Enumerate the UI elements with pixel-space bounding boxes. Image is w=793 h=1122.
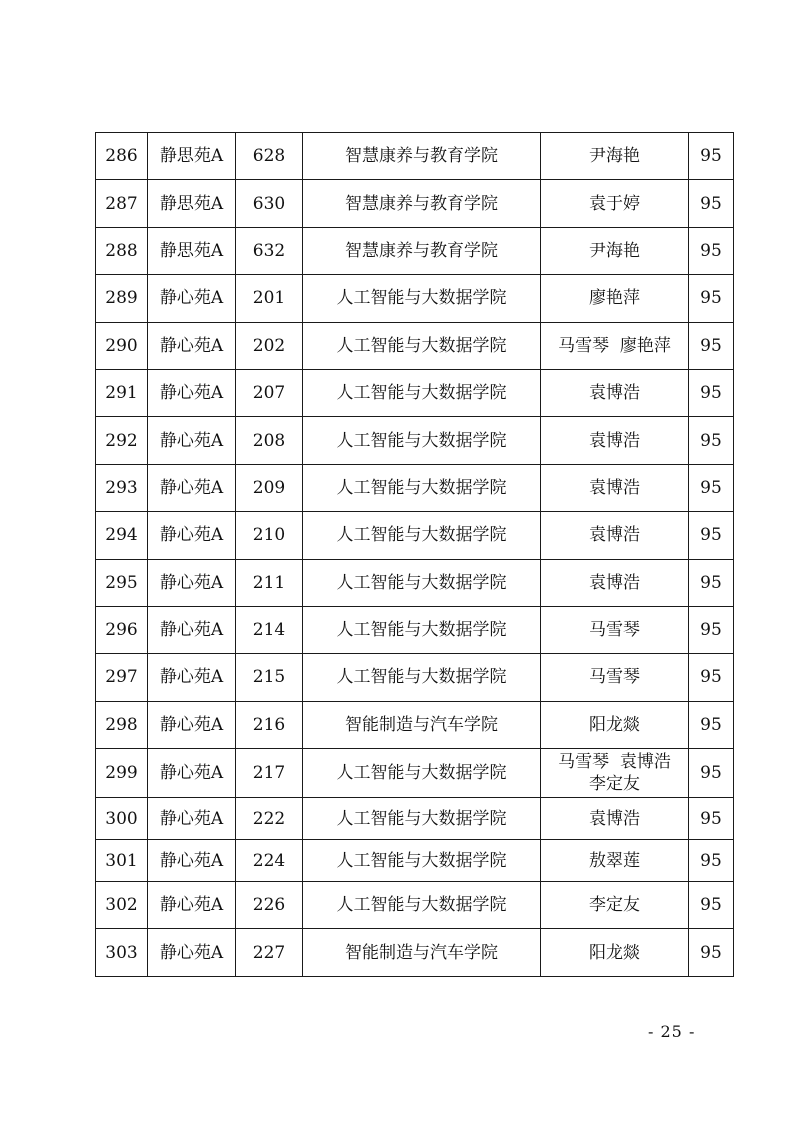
teacher-name: 阳龙燚 <box>541 929 689 976</box>
teacher-name: 袁于婷 <box>541 180 689 227</box>
score: 95 <box>689 464 734 511</box>
building-name: 静心苑A <box>148 322 236 369</box>
table-row <box>96 322 734 369</box>
table-row <box>96 464 734 511</box>
table-row <box>96 882 734 929</box>
college-name: 智慧康养与教育学院 <box>303 133 541 180</box>
teacher-name: 马雪琴 <box>541 606 689 653</box>
college-name: 人工智能与大数据学院 <box>303 882 541 929</box>
college-name: 智能制造与汽车学院 <box>303 929 541 976</box>
teacher-name: 马雪琴 袁博浩 李定友 <box>541 749 689 798</box>
row-number: 286 <box>96 133 148 180</box>
table-row <box>96 840 734 882</box>
college-name: 人工智能与大数据学院 <box>303 369 541 416</box>
teacher-name: 尹海艳 <box>541 133 689 180</box>
teacher-name: 袁博浩 <box>541 464 689 511</box>
teacher-name: 敖翠莲 <box>541 840 689 882</box>
row-number: 298 <box>96 701 148 748</box>
row-number: 287 <box>96 180 148 227</box>
row-number: 295 <box>96 559 148 606</box>
dormitory-score-table <box>95 132 734 977</box>
table-row <box>96 133 734 180</box>
room-number: 202 <box>236 322 303 369</box>
college-name: 人工智能与大数据学院 <box>303 464 541 511</box>
score: 95 <box>689 369 734 416</box>
score: 95 <box>689 512 734 559</box>
teacher-name: 廖艳萍 <box>541 275 689 322</box>
table-row <box>96 227 734 274</box>
building-name: 静心苑A <box>148 882 236 929</box>
row-number: 289 <box>96 275 148 322</box>
score: 95 <box>689 417 734 464</box>
score: 95 <box>689 701 734 748</box>
score: 95 <box>689 749 734 798</box>
college-name: 人工智能与大数据学院 <box>303 512 541 559</box>
teacher-name: 马雪琴 <box>541 654 689 701</box>
table-row <box>96 180 734 227</box>
table-row <box>96 606 734 653</box>
teacher-name: 马雪琴 廖艳萍 <box>541 322 689 369</box>
college-name: 人工智能与大数据学院 <box>303 798 541 840</box>
college-name: 人工智能与大数据学院 <box>303 275 541 322</box>
score: 95 <box>689 882 734 929</box>
row-number: 299 <box>96 749 148 798</box>
score: 95 <box>689 606 734 653</box>
teacher-name: 尹海艳 <box>541 227 689 274</box>
score-table-container <box>95 132 733 977</box>
row-number: 303 <box>96 929 148 976</box>
row-number: 292 <box>96 417 148 464</box>
building-name: 静思苑A <box>148 227 236 274</box>
teacher-name: 袁博浩 <box>541 798 689 840</box>
table-row <box>96 512 734 559</box>
row-number: 290 <box>96 322 148 369</box>
building-name: 静心苑A <box>148 749 236 798</box>
room-number: 630 <box>236 180 303 227</box>
table-row <box>96 749 734 798</box>
building-name: 静心苑A <box>148 464 236 511</box>
college-name: 人工智能与大数据学院 <box>303 417 541 464</box>
building-name: 静心苑A <box>148 417 236 464</box>
room-number: 226 <box>236 882 303 929</box>
row-number: 300 <box>96 798 148 840</box>
room-number: 632 <box>236 227 303 274</box>
row-number: 297 <box>96 654 148 701</box>
college-name: 人工智能与大数据学院 <box>303 840 541 882</box>
row-number: 302 <box>96 882 148 929</box>
row-number: 293 <box>96 464 148 511</box>
room-number: 208 <box>236 417 303 464</box>
room-number: 209 <box>236 464 303 511</box>
building-name: 静心苑A <box>148 840 236 882</box>
room-number: 224 <box>236 840 303 882</box>
teacher-name: 袁博浩 <box>541 417 689 464</box>
score: 95 <box>689 798 734 840</box>
table-row <box>96 369 734 416</box>
score: 95 <box>689 180 734 227</box>
building-name: 静心苑A <box>148 929 236 976</box>
room-number: 207 <box>236 369 303 416</box>
row-number: 294 <box>96 512 148 559</box>
building-name: 静心苑A <box>148 654 236 701</box>
table-row <box>96 929 734 976</box>
room-number: 628 <box>236 133 303 180</box>
teacher-name: 袁博浩 <box>541 559 689 606</box>
room-number: 216 <box>236 701 303 748</box>
score: 95 <box>689 840 734 882</box>
room-number: 214 <box>236 606 303 653</box>
college-name: 人工智能与大数据学院 <box>303 749 541 798</box>
room-number: 210 <box>236 512 303 559</box>
score: 95 <box>689 322 734 369</box>
score: 95 <box>689 559 734 606</box>
building-name: 静心苑A <box>148 559 236 606</box>
teacher-name: 袁博浩 <box>541 369 689 416</box>
score: 95 <box>689 929 734 976</box>
table-row <box>96 275 734 322</box>
room-number: 215 <box>236 654 303 701</box>
college-name: 智慧康养与教育学院 <box>303 180 541 227</box>
college-name: 人工智能与大数据学院 <box>303 606 541 653</box>
building-name: 静思苑A <box>148 133 236 180</box>
table-row <box>96 701 734 748</box>
table-row <box>96 559 734 606</box>
college-name: 智慧康养与教育学院 <box>303 227 541 274</box>
building-name: 静心苑A <box>148 701 236 748</box>
score: 95 <box>689 654 734 701</box>
row-number: 296 <box>96 606 148 653</box>
score: 95 <box>689 227 734 274</box>
score: 95 <box>689 275 734 322</box>
room-number: 222 <box>236 798 303 840</box>
row-number: 301 <box>96 840 148 882</box>
table-row <box>96 417 734 464</box>
college-name: 人工智能与大数据学院 <box>303 654 541 701</box>
building-name: 静思苑A <box>148 180 236 227</box>
row-number: 288 <box>96 227 148 274</box>
row-number: 291 <box>96 369 148 416</box>
college-name: 智能制造与汽车学院 <box>303 701 541 748</box>
building-name: 静心苑A <box>148 798 236 840</box>
table-row <box>96 798 734 840</box>
page-number: - 25 - <box>648 1022 696 1041</box>
teacher-name: 袁博浩 <box>541 512 689 559</box>
room-number: 211 <box>236 559 303 606</box>
room-number: 227 <box>236 929 303 976</box>
building-name: 静心苑A <box>148 512 236 559</box>
building-name: 静心苑A <box>148 275 236 322</box>
score: 95 <box>689 133 734 180</box>
college-name: 人工智能与大数据学院 <box>303 559 541 606</box>
table-row <box>96 654 734 701</box>
room-number: 201 <box>236 275 303 322</box>
college-name: 人工智能与大数据学院 <box>303 322 541 369</box>
building-name: 静心苑A <box>148 369 236 416</box>
teacher-name: 阳龙燚 <box>541 701 689 748</box>
building-name: 静心苑A <box>148 606 236 653</box>
room-number: 217 <box>236 749 303 798</box>
teacher-name: 李定友 <box>541 882 689 929</box>
